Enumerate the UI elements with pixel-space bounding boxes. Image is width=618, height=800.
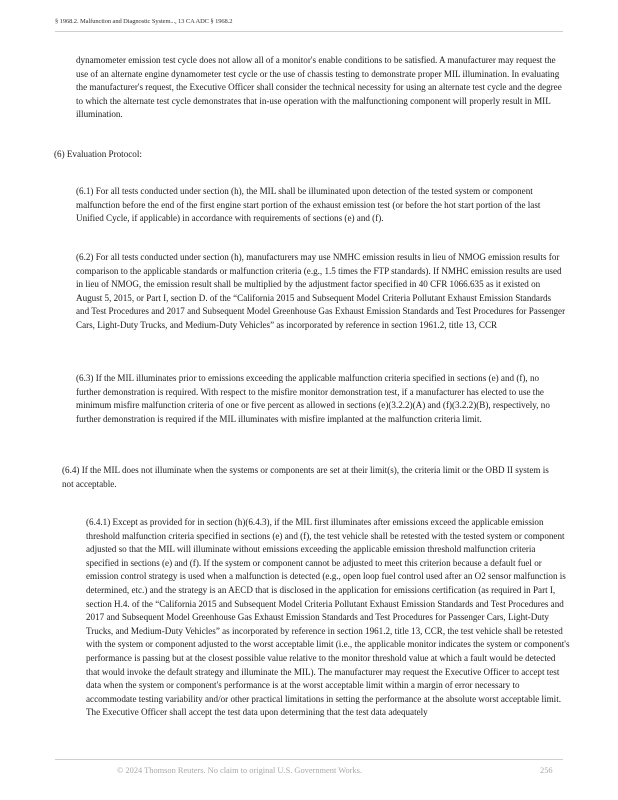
section-heading-6: (6) Evaluation Protocol: — [54, 149, 142, 159]
paragraph-intro: dynamometer emission test cycle does not allow all of a monitor's enable conditions to be satisfied. A manufacturer may request the use of an alternate engine dynamometer test cycle or the use of chassis testing to demonstrate proper MIL illumination. In evaluating the manufacturer's request, the Executive Officer shall consider the technical necessity for using an alternate test cycle and the degree to which the alternate test cycle demonstrates that in-use operation with the malfunctioning component will properly result in MIL illumination. — [76, 55, 562, 120]
paragraph-6-2: (6.2) For all tests conducted under section (h), manufacturers may use NMHC emission results in lieu of NMOG emission results for comparison to the applicable standards or malfunction criteria (e.g., 1.5 times the FTP standards). If NMHC emission results are used in lieu of NMOG, the emission result shall be multiplied by the adjustment factor specified in 40 CFR 1066.635 as it existed on August 5, 2015, or Part I, section D. of the “California 2015 and Subsequent Model Criteria Pollutant Exhaust Emission Standards and Test Procedures and 2017 and Subsequent Model Greenhouse Gas Exhaust Emission Standards and Test Procedures for Passenger Cars, Light-Duty Trucks, and Medium-Duty Vehicles” as incorporated by reference in section 1961.2, title 13, CCR — [76, 252, 566, 330]
paragraph-6-4: (6.4) If the MIL does not illuminate when the systems or components are set at their limit(s), the criteria limit or the OBD II system is not acceptable. — [62, 465, 549, 489]
footer-copyright: © 2024 Thomson Reuters. No claim to original U.S. Government Works. — [117, 766, 362, 775]
running-head: § 1968.2. Malfunction and Diagnostic System..., 13 CA ADC § 1968.2 — [55, 18, 233, 25]
footer-divider — [55, 759, 563, 760]
page-number: 256 — [540, 766, 553, 775]
header-divider — [55, 31, 563, 32]
paragraph-6-1: (6.1) For all tests conducted under section (h), the MIL shall be illuminated upon detection of the tested system or component malfunction before the end of the first engine start portion of the exhaust emission test (or before the hot start portion of the last Unified Cycle, if applicable) in accordance with requirements of sections (e) and (f). — [76, 186, 541, 224]
paragraph-6-4-1: (6.4.1) Except as provided for in section (h)(6.4.3), if the MIL first illuminates after emissions exceed the applicable emission threshold malfunction criteria specified in sections (e) and (f), the test vehicle shall be retested with the tested system or component adjusted so that the MIL will illuminate without emissions exceeding the applicable emission threshold malfunction criteria specified in sections (e) and (f). If the system or component cannot be adjusted to meet this criterion because a default fuel or emission control strategy is used when a malfunction is detected (e.g., open loop fuel control used after an O2 sensor malfunction is determined, etc.) and the strategy is an AECD that is disclosed in the application for emissions certification (as required in Part I, section H.4. of the “California 2015 and Subsequent Model Criteria Pollutant Exhaust Emission Standards and Test Procedures and 2017 and Subsequent Model Greenhouse Gas Exhaust Emission Standards and Test Procedures for Passenger Cars, Light-Duty Trucks, and Medium-Duty Vehicles” as incorporated by reference in section 1961.2, title 13, CCR, the test vehicle shall be retested with the system or component adjusted to the worst acceptable limit (i.e., the applicable monitor indicates the system or component's performance is passing but at the closest possible value relative to the monitor threshold value at which a fault would be detected that would invoke the default strategy and illuminate the MIL). The manufacturer may request the Executive Officer to accept test data when the system or component's performance is at the worst acceptable limit within a margin of error necessary to accommodate testing variability and/or other practical limitations in setting the performance at the absolute worst acceptable limit. The Executive Officer shall accept the test data upon determining that the test data adequately — [86, 517, 570, 718]
paragraph-6-3: (6.3) If the MIL illuminates prior to emissions exceeding the applicable malfunction criteria specified in sections (e) and (f), no further demonstration is required. With respect to the misfire monitor demonstration test, if a manufacturer has elected to use the minimum misfire malfunction criteria of one or five percent as allowed in sections (e)(3.2.2)(A) and (f)(3.2.2)(B), respectively, no further demonstration is required if the MIL illuminates with misfire implanted at the malfunction criteria limit. — [76, 373, 550, 424]
